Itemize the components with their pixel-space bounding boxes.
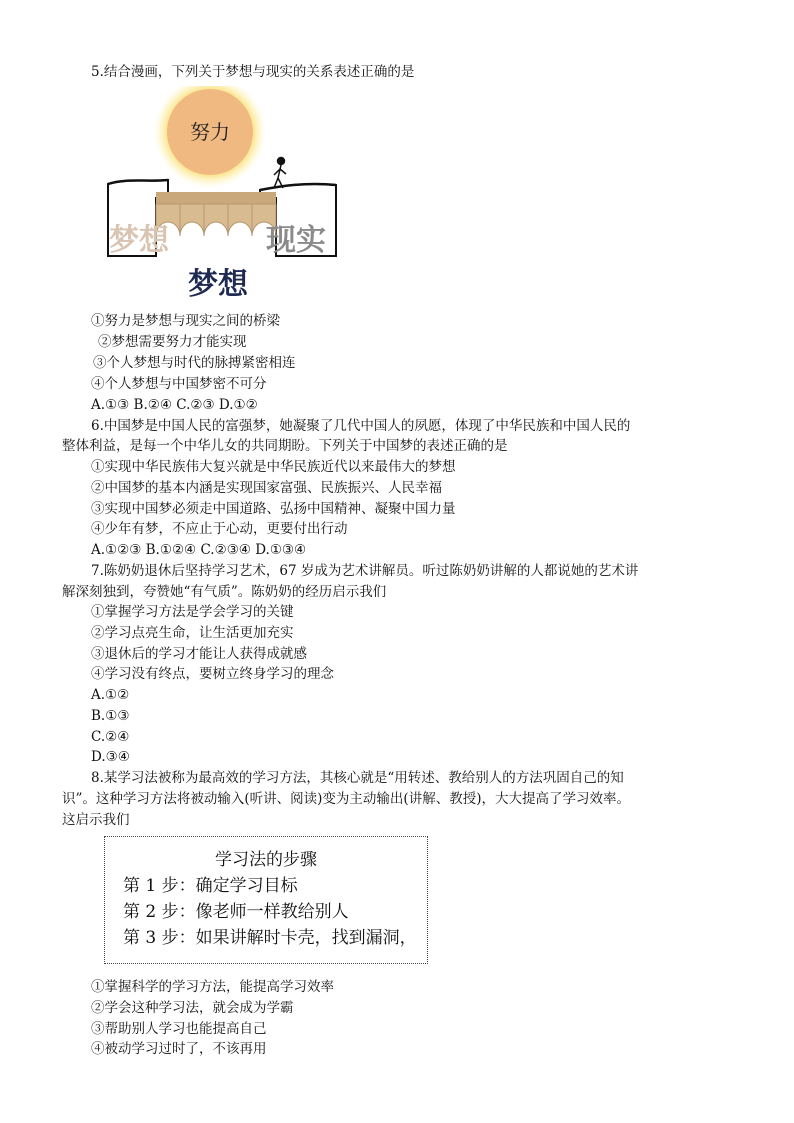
q5-option-4: ④个人梦想与中国梦密不可分 <box>91 376 267 392</box>
q7-choice-b: B.①③ <box>91 708 130 724</box>
learning-method-box <box>104 836 428 964</box>
q6-stem-line2: 整体利益，是每一个中华儿女的共同期盼。下列关于中国梦的表述正确的是 <box>62 438 508 454</box>
q6-option-4: ④少年有梦，不应止于心动，更要付出行动 <box>91 521 348 537</box>
walking-figure <box>274 158 286 189</box>
q5-stem: 5.结合漫画，下列关于梦想与现实的关系表述正确的是 <box>91 64 415 80</box>
cartoon-illustration <box>106 86 338 304</box>
q5-option-3: ③个人梦想与时代的脉搏紧密相连 <box>93 355 296 371</box>
right-text: 现实 <box>266 223 326 258</box>
q7-option-2: ②学习点亮生命，让生活更加充实 <box>91 625 294 641</box>
q8-option-1: ①掌握科学的学习方法，能提高学习效率 <box>91 979 334 995</box>
q8-option-4: ④被动学习过时了，不该再用 <box>91 1041 267 1057</box>
q7-stem-line1: 7.陈奶奶退休后坚持学习艺术，67 岁成为艺术讲解员。听过陈奶奶讲解的人都说她的艺术讲 <box>91 563 639 579</box>
bridge-arches <box>156 204 276 236</box>
bridge-deck <box>156 192 276 204</box>
q8-option-3: ③帮助别人学习也能提高自己 <box>91 1021 267 1037</box>
q7-option-3: ③退休后的学习才能让人获得成就感 <box>91 646 307 662</box>
q6-choices: A.①②③ B.①②④ C.②③④ D.①③④ <box>91 542 307 558</box>
q7-choice-a: A.①② <box>91 687 130 703</box>
box-step-2: 第 2 步：像老师一样教给别人 <box>123 902 349 922</box>
sun-text: 努力 <box>190 122 230 144</box>
q8-stem-line3: 这启示我们 <box>62 812 130 828</box>
q5-option-2: ②梦想需要努力才能实现 <box>98 334 247 350</box>
box-step-1: 第 1 步：确定学习目标 <box>123 876 298 896</box>
q6-stem-line1: 6.中国梦是中国人民的富强梦，她凝聚了几代中国人的夙愿，体现了中华民族和中国人民的 <box>91 418 631 434</box>
q6-option-1: ①实现中华民族伟大复兴就是中华民族近代以来最伟大的梦想 <box>91 459 456 475</box>
box-title: 学习法的步骤 <box>215 850 317 870</box>
q8-stem-line1: 8.某学习法被称为最高效的学习方法，其核心就是“用转述、教给别人的方法巩固自己的知 <box>91 770 624 786</box>
left-text: 梦想 <box>109 223 169 258</box>
q8-stem-line2: 识”。这种学习方法将被动输入(听讲、阅读)变为主动输出(讲解、教授)，大大提高了学习效率。 <box>62 791 630 807</box>
bottom-text: 梦想 <box>188 267 248 302</box>
q6-option-2: ②中国梦的基本内涵是实现国家富强、民族振兴、人民幸福 <box>91 480 442 496</box>
q7-choice-d: D.③④ <box>91 749 130 765</box>
q7-stem-line2: 解深刻独到，夸赞她“有气质”。陈奶奶的经历启示我们 <box>62 584 387 600</box>
q6-option-3: ③实现中国梦必须走中国道路、弘扬中国精神、凝聚中国力量 <box>91 501 456 517</box>
q7-choice-c: C.②④ <box>91 729 130 745</box>
box-step-3: 第 3 步：如果讲解时卡壳，找到漏洞， <box>123 928 417 948</box>
q8-option-2: ②学会这种学习法，就会成为学霸 <box>91 1000 294 1016</box>
q5-option-1: ①努力是梦想与现实之间的桥梁 <box>91 313 280 329</box>
q7-option-1: ①掌握学习方法是学会学习的关键 <box>91 604 294 620</box>
q7-option-4: ④学习没有终点，要树立终身学习的理念 <box>91 666 334 682</box>
q5-choices: A.①③ B.②④ C.②③ D.①② <box>91 397 258 413</box>
